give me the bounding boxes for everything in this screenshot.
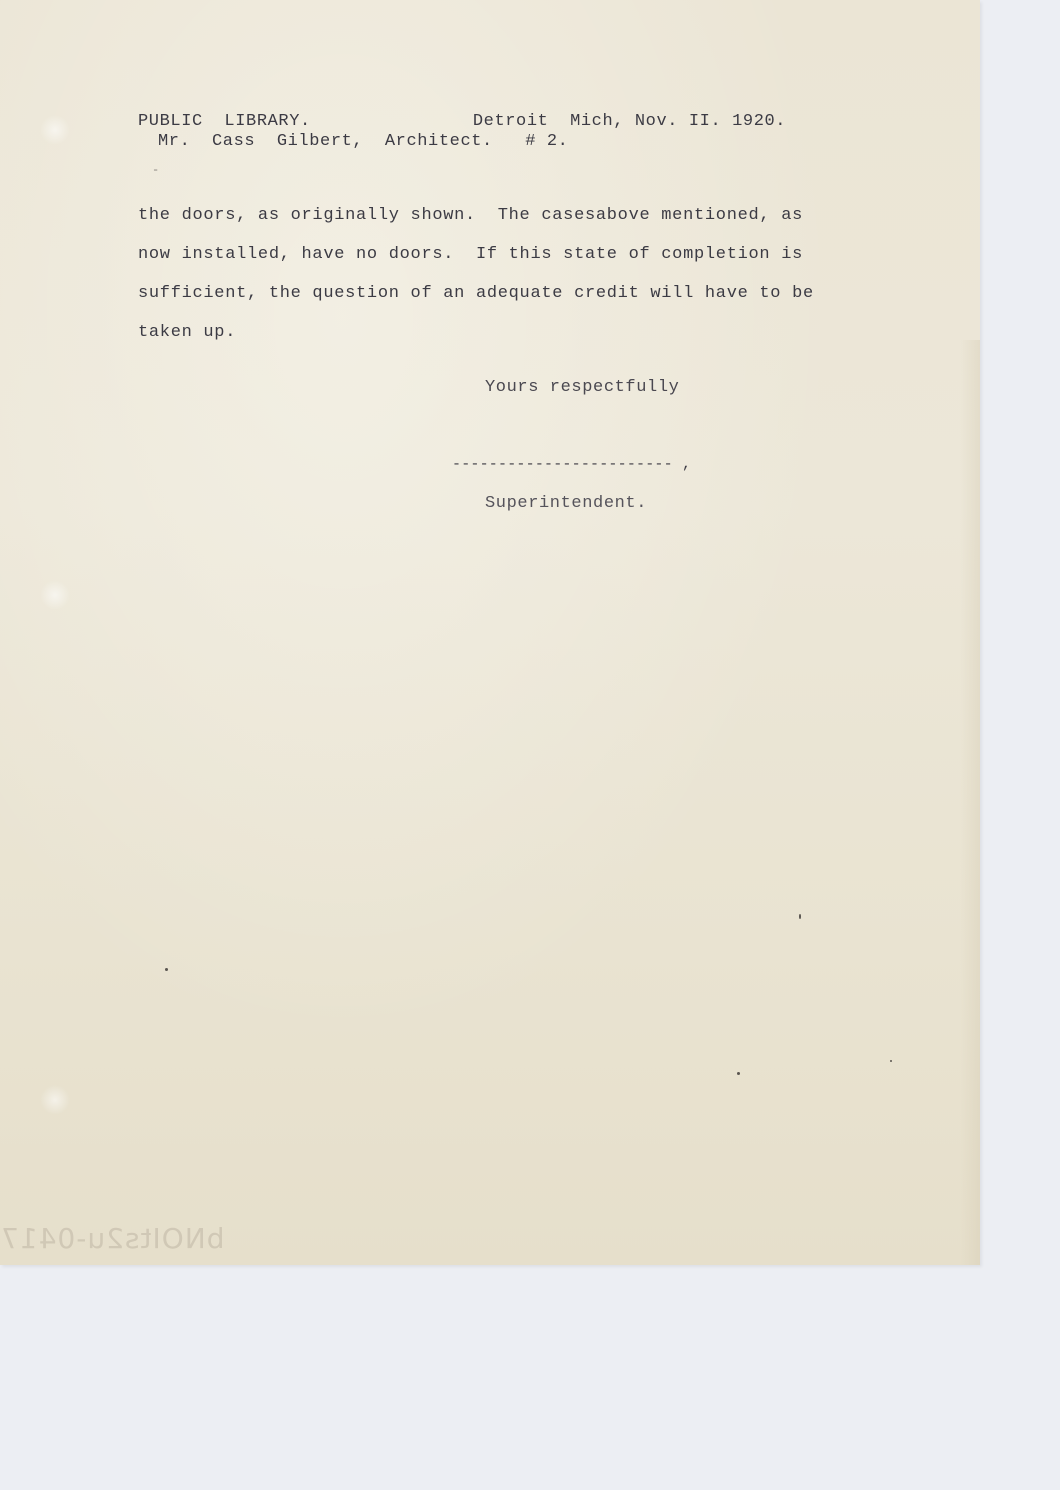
paper-speck (165, 968, 168, 971)
small-dash-mark: - (152, 163, 160, 177)
body-line-3: sufficient, the question of an adequate credit will have to be (138, 284, 814, 303)
paper-speck (737, 1072, 740, 1075)
letterhead-line-2: Mr. Cass Gilbert, Architect. # 2. (158, 132, 569, 151)
body-line-4: taken up. (138, 323, 237, 342)
archive-stamp-bleedthrough: bNOIts2u-0417 (0, 1222, 225, 1255)
paper-edge-shadow (960, 340, 980, 1265)
body-line-1: the doors, as originally shown. The casesabove mentioned, as (138, 206, 804, 225)
body-line-2: now installed, have no doors. If this state of completion is (138, 245, 804, 264)
paper-speck (799, 914, 801, 919)
paper-hole-mark (40, 580, 70, 610)
signer-title: Superintendent. (485, 494, 648, 513)
signature-line: ------------------------ , (452, 456, 692, 473)
paper-hole-mark (40, 1085, 70, 1115)
closing-salutation: Yours respectfully (485, 378, 680, 397)
paper-hole-mark (40, 115, 70, 145)
letterhead-line-1: PUBLIC LIBRARY. Detroit Mich, Nov. II. 1920. (138, 112, 787, 131)
paper-speck (890, 1060, 892, 1062)
